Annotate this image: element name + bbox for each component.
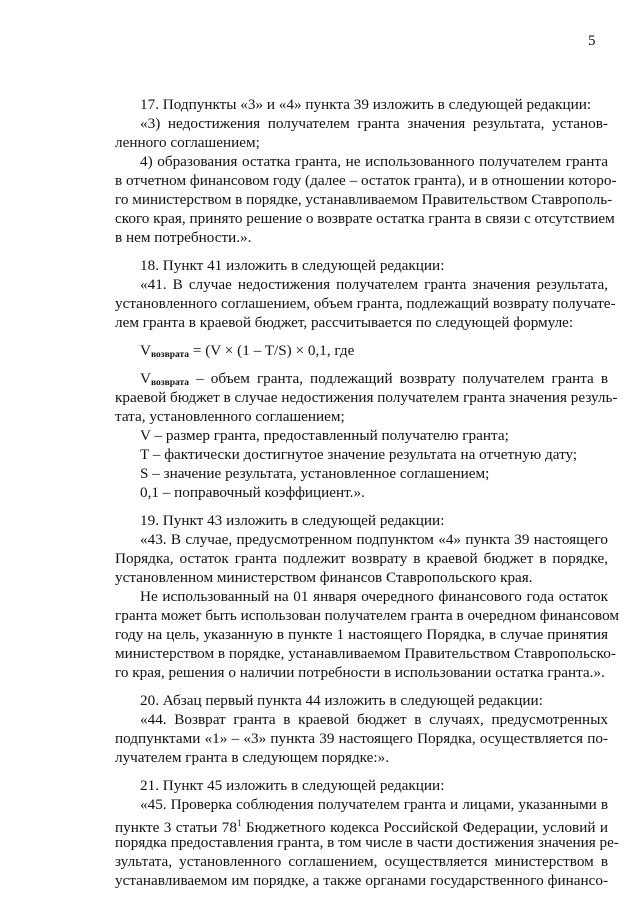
item18-line: установленного соглашением, объем гранта, подлежащий возврату получате- bbox=[115, 295, 616, 312]
definition-line: краевой бюджет в случае недостижения получателем гранта значения резуль- bbox=[115, 389, 618, 406]
item19-line: Порядка, остаток гранта подлежит возврату в краевой бюджет в порядке, bbox=[115, 550, 608, 567]
item19-line: министерством в порядке, устанавливаемом Правительством Ставропольско- bbox=[115, 645, 616, 662]
item19-line: «43. В случае, предусмотренном подпунктом «4» пункта 39 настоящего bbox=[140, 531, 608, 548]
item20-heading: 20. Абзац первый пункта 44 изложить в следующей редакции: bbox=[140, 692, 543, 709]
item19-line: установленном министерством финансов Ставропольского края. bbox=[115, 569, 533, 586]
definition-line: 0,1 – поправочный коэффициент.». bbox=[140, 484, 365, 501]
item21-heading: 21. Пункт 45 изложить в следующей редакции: bbox=[140, 777, 445, 794]
item21-line: зультата, установленного соглашением, осуществляется министерством в bbox=[115, 853, 608, 870]
item17-line: «3) недостижения получателем гранта значения результата, установ- bbox=[140, 115, 608, 132]
item18-line: «41. В случае недостижения получателем гранта значения результата, bbox=[140, 276, 608, 293]
formula-subscript: возврата bbox=[150, 350, 190, 360]
item19-line: гранта может быть использован получателем гранта в очередном финансовом bbox=[115, 607, 620, 624]
definition-subscript: возврата bbox=[150, 378, 190, 388]
item21-line: устанавливаемом им порядке, а также органами государственного финансо- bbox=[115, 872, 608, 889]
definition-line: S – значение результата, установленное соглашением; bbox=[140, 465, 490, 482]
item17-line: 4) образования остатка гранта, не использованного получателем гранта bbox=[140, 153, 608, 170]
item21-superscript: 1 bbox=[236, 818, 242, 828]
definition-line: тата, установленного соглашением; bbox=[115, 408, 345, 425]
item17-heading: 17. Подпункты «3» и «4» пункта 39 изложить в следующей редакции: bbox=[140, 96, 592, 113]
definition-line: V – размер гранта, предоставленный получателю гранта; bbox=[140, 427, 509, 444]
item17-line: в нем потребности.». bbox=[115, 229, 252, 246]
item21-line: порядка предоставления гранта, в том числе в части достижения значения ре- bbox=[115, 834, 619, 851]
item17-line: го министерством в порядке, устанавливаемом Правительством Ставрополь- bbox=[115, 191, 613, 208]
formula-v: V bbox=[140, 342, 151, 359]
formula-expression: = (V × (1 – T/S) × 0,1, где bbox=[189, 342, 355, 359]
item20-line: подпунктами «1» – «3» пункта 39 настоящего Порядка, осуществляется по- bbox=[115, 730, 608, 747]
page-number: 5 bbox=[588, 33, 596, 49]
item19-heading: 19. Пункт 43 изложить в следующей редакции: bbox=[140, 512, 445, 529]
definition-line: T – фактически достигнутое значение результата на отчетную дату; bbox=[140, 446, 578, 463]
item19-line: году на цель, указанную в пункте 1 настоящего Порядка, в случае принятия bbox=[115, 626, 608, 643]
item17-line: ленного соглашением; bbox=[115, 134, 260, 151]
item19-line: го края, решения о наличии потребности в использовании остатка гранта.». bbox=[115, 664, 605, 681]
definition-text: – объем гранта, подлежащий возврату получателем гранта в bbox=[189, 370, 608, 387]
item18-line: лем гранта в краевой бюджет, рассчитывается по следующей формуле: bbox=[115, 314, 574, 331]
item20-line: лучателем гранта в следующем порядке:». bbox=[115, 749, 390, 766]
item21-line: «45. Проверка соблюдения получателем гранта и лицами, указанными в bbox=[140, 796, 608, 813]
definition-v: V bbox=[140, 370, 151, 387]
formula bbox=[140, 341, 608, 365]
item19-line: Не использованный на 01 января очередного финансового года остаток bbox=[140, 588, 608, 605]
item17-line: ского края, принято решение о возврате остатка гранта в связи с отсутствием bbox=[115, 210, 615, 227]
item17-line: в отчетном финансовом году (далее – остаток гранта), и в отношении которо- bbox=[115, 172, 617, 189]
item20-line: «44. Возврат гранта в краевой бюджет в случаях, предусмотренных bbox=[140, 711, 608, 728]
item21-text: пункте 3 статьи 78 bbox=[115, 819, 237, 836]
item18-heading: 18. Пункт 41 изложить в следующей редакции: bbox=[140, 257, 445, 274]
item21-text: Бюджетного кодекса Российской Федерации, условий и bbox=[241, 819, 608, 836]
